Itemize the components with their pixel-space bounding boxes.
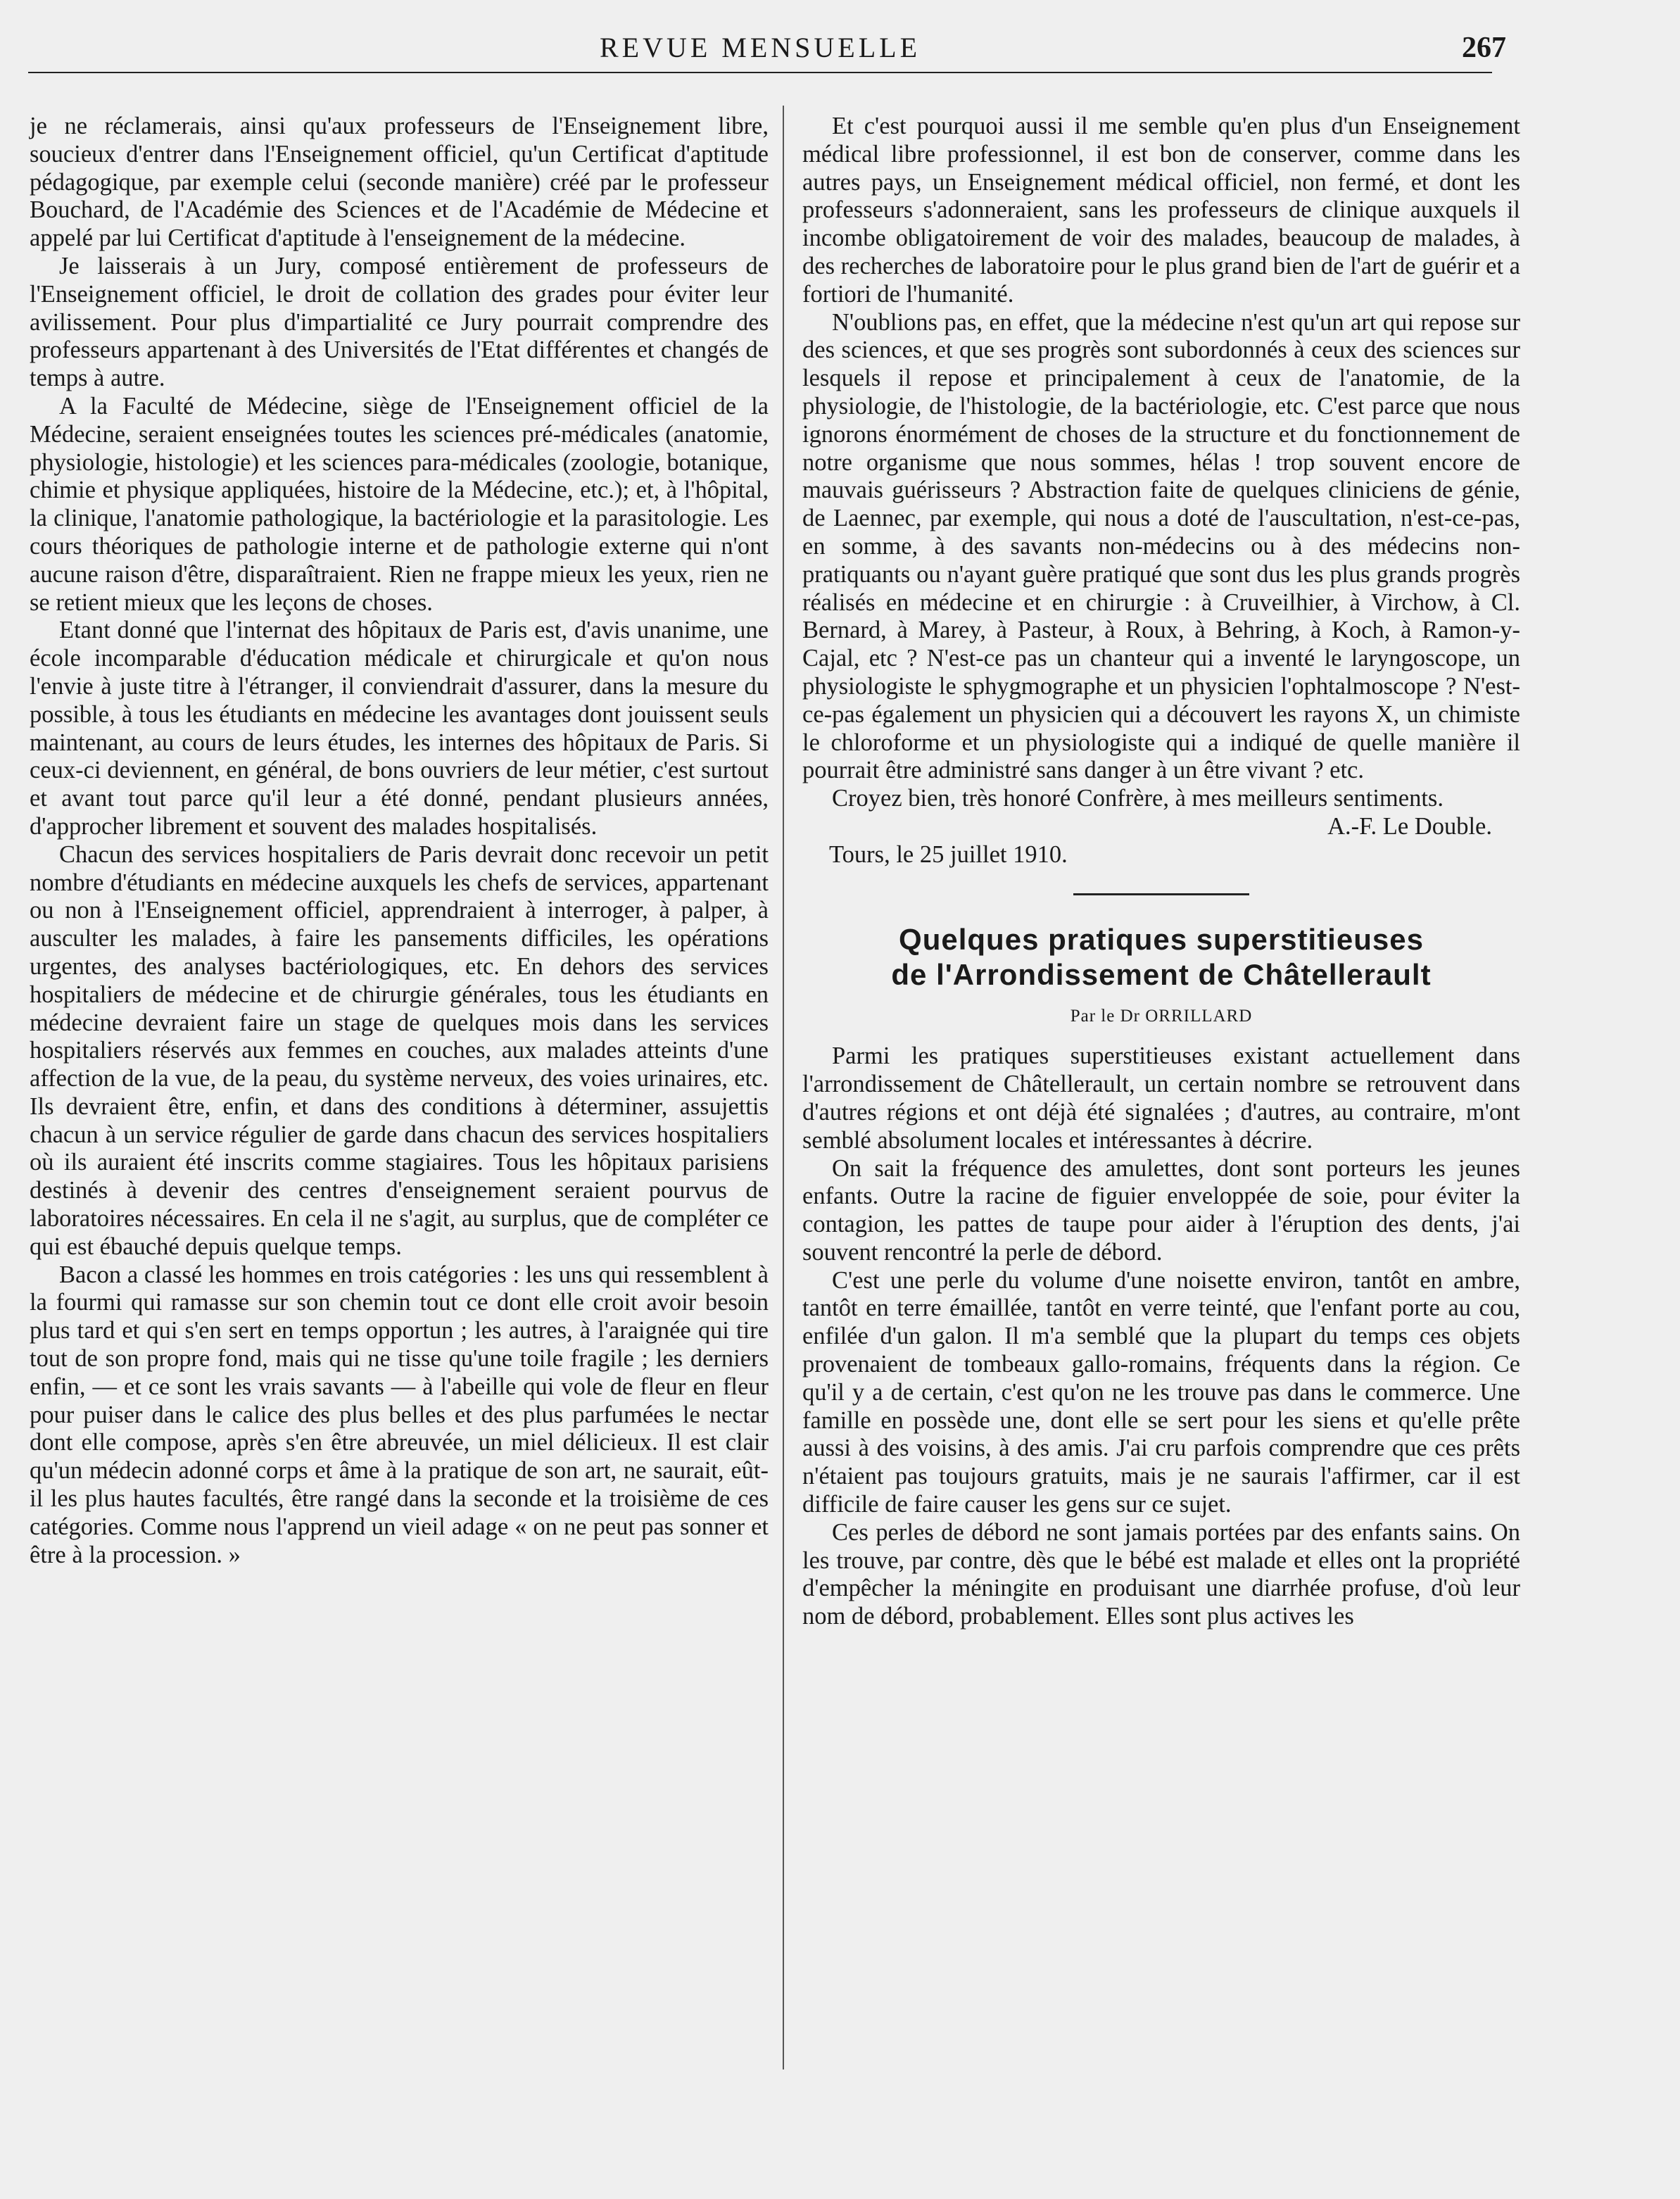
- paragraph: Etant donné que l'internat des hôpitaux de Paris est, d'avis unanime, une école incomparable d'éducation médicale et chirurgicale et qu'on nous l'envie à juste titre à l'étranger, il conviendrait d'assurer, dans la mesure du possible, à tous les étudiants en médecine les avantages dont jouissent seuls maintenant, au cours de leurs études, les internes des hôpitaux de Paris. Si ceux-ci deviennent, en général, de bons ouvriers de leur métier, c'est surtout et avant tout parce qu'il leur a été donné, pendant plusieurs années, d'approcher librement et souvent des malades hospitalisés.: [30, 617, 769, 840]
- article-byline: Par le Dr ORRILLARD: [1070, 1006, 1253, 1026]
- paragraph: A la Faculté de Médecine, siège de l'Enseignement officiel de la Médecine, seraient enseignées toutes les sciences pré-médicales (anatomie, physiologie, histologie) et les sciences para-médicales (zoologie, botanique, chimie et physique appliquées, histoire de la Médecine, etc.); et, à l'hôpital, la clinique, l'anatomie pathologique, la bactériologie et la parasitologie. Les cours théoriques de pathologie interne et de pathologie externe qui n'ont aucune raison d'être, disparaîtraient. Rien ne frappe mieux les yeux, rien ne se retient mieux que les leçons de choses.: [30, 392, 769, 616]
- paragraph: N'oublions pas, en effet, que la médecine n'est qu'un art qui repose sur des sciences, et que ses progrès sont subordonnés à ceux des sciences sur lesquels il repose et principalement à ceux de l'anatomie, de la physiologie, de l'histologie, de la bactériologie, etc. C'est parce que nous ignorons énormément de choses de la structure et du fonctionnement de notre organisme que nous sommes, hélas ! trop souvent encore de mauvais guérisseurs ? Abstraction faite de quelques cliniciens de génie, de Laennec, par exemple, qui nous a doté de l'auscultation, n'est-ce-pas, en somme, à des savants non-médecins ou à des médecins non-pratiquants ou n'ayant guère pratiqué que sont dus les plus grands progrès réalisés en médecine et en chirurgie : à Cruveilhier, à Virchow, à Cl. Bernard, à Marey, à Pasteur, à Roux, à Behring, à Koch, à Ramon-y-Cajal, etc ? N'est-ce pas un chanteur qui a inventé le laryngoscope, un physiologiste le sphygmographe et un physicien l'ophtalmoscope ? N'est-ce-pas également un physicien qui a découvert les rayons X, un chimiste le chloroforme et un physiologiste qui a indiqué de quelle manière il pourrait être administré sans danger à un être vivant ? etc.: [802, 308, 1520, 784]
- column-divider: [783, 106, 784, 2069]
- paragraph: je ne réclamerais, ainsi qu'aux professeurs de l'Enseignement libre, soucieux d'entrer dans l'Enseignement officiel, qu'un Certificat d'aptitude pédagogique, par exemple celui (seconde manière) créé par le professeur Bouchard, de l'Académie des Sciences et de l'Académie de Médecine et appelé par lui Certificat d'aptitude à l'enseignement de la médecine.: [30, 113, 769, 252]
- paragraph: Je laisserais à un Jury, composé entièrement de professeurs de l'Enseignement officiel, le droit de collation des grades pour éviter leur avilissement. Pour plus d'impartialité ce Jury pourrait comprendre des professeurs appartenant à des Universités de l'Etat différentes et changés de temps à autre.: [30, 252, 769, 392]
- paragraph: Chacun des services hospitaliers de Paris devrait donc recevoir un petit nombre d'étudiants en médecine auxquels les chefs de services, appartenant ou non à l'Enseignement officiel, apprendraient à interroger, à palper, à ausculter les malades, à faire les pansements difficiles, les opérations urgentes, des analyses bactériologiques, etc. En dehors des services hospitaliers de médecine et de chirurgie générales, tous les étudiants en médecine devraient faire un stage de quelques mois dans les services hospitaliers réservés aux femmes en couches, aux malades atteints d'une affection de la vue, de la peau, du système nerveux, des voies urinaires, etc. Ils devraient être, enfin, et dans des conditions à déterminer, assujettis chacun à un service régulier de garde dans chacun des services hospitaliers où ils auraient été inscrits comme stagiaires. Tous les hôpitaux parisiens destinés à devenir des centres d'enseignement seraient pourvus de laboratoires nécessaires. En cela il ne s'agit, au surplus, que de compléter ce qui est ébauché depuis quelque temps.: [30, 840, 769, 1260]
- paragraph: Parmi les pratiques superstitieuses existant actuellement dans l'arrondissement de Châtellerault, un certain nombre se retrouvent dans d'autres régions et ont déjà été signalées ; d'autres, au contraire, m'ont semblé absolument locales et intéressantes à décrire.: [802, 1042, 1520, 1154]
- letter-signature: A.-F. Le Double.: [1327, 812, 1492, 840]
- page-header: [28, 28, 1506, 73]
- running-head: REVUE MENSUELLE: [599, 32, 921, 63]
- letter-dateline: Tours, le 25 juillet 1910.: [829, 840, 1068, 868]
- article-title-line: Quelques pratiques superstitieuses: [899, 922, 1424, 956]
- article-title-line: de l'Arrondissement de Châtellerault: [891, 957, 1432, 991]
- paragraph: Ces perles de débord ne sont jamais portées par des enfants sains. On les trouve, par contre, dès que le bébé est malade et elles ont la propriété d'empêcher la méningite en produisant une diarrhée profuse, d'où leur nom de débord, probablement. Elles sont plus actives les: [802, 1518, 1520, 1630]
- page-number: 267: [1462, 32, 1506, 64]
- paragraph: On sait la fréquence des amulettes, dont sont porteurs les jeunes enfants. Outre la racine de figuier enveloppée de soie, pour éviter la contagion, les pattes de taupe pour aider à l'éruption des dents, j'ai souvent rencontré la perle de débord.: [802, 1154, 1520, 1266]
- paragraph: C'est une perle du volume d'une noisette environ, tantôt en ambre, tantôt en terre émaillée, tantôt en verre teinté, que l'enfant porte au cou, enfilée d'un galon. Il m'a semblé que la plupart du temps ces objets provenaient de tombeaux gallo-romains, fréquents dans la région. Ce qu'il y a de certain, c'est qu'on ne les trouve pas dans le commerce. Une famille en possède une, dont elle se sert pour les siens et qu'elle prête aussi à des voisins, à des amis. J'ai cru parfois comprendre que ces prêts n'étaient pas toujours gratuits, mais je ne saurais l'affirmer, car il est difficile de faire causer les gens sur ce sujet.: [802, 1266, 1520, 1518]
- right-column: [802, 113, 1520, 1631]
- paragraph: Bacon a classé les hommes en trois catégories : les uns qui ressemblent à la fourmi qui ramasse sur son chemin tout ce dont elle croit avoir besoin plus tard et qui s'en sert en temps opportun ; les autres, à l'araignée qui tire tout de son propre fond, mais qui ne tisse qu'une toile fragile ; les derniers enfin, — et ce sont les vrais savants — à l'abeille qui vole de fleur en fleur pour puiser dans le calice des plus belles et des plus parfumées le nectar dont elle compose, après s'en être abreuvée, un miel délicieux. Il est clair qu'un médecin adonné corps et âme à la pratique de son art, ne saurait, eût-il les plus hautes facultés, être rangé dans la seconde et la troisième de ces catégories. Comme nous l'apprend un vieil adage « on ne peut pas sonner et être à la procession. »: [30, 1261, 769, 1568]
- paragraph: Et c'est pourquoi aussi il me semble qu'en plus d'un Enseignement médical libre professionnel, il est bon de conserver, comme dans les autres pays, un Enseignement médical officiel, non fermé, et dont les professeurs s'adonneraient, sans les professeurs de clinique auxquels il incombe obligatoirement de voir des malades, beaucoup de malades, à des recherches de laboratoire pour le plus grand bien de l'art de guérir et a fortiori de l'humanité.: [802, 113, 1520, 308]
- article-title: [802, 922, 1520, 993]
- left-column: [30, 113, 769, 1569]
- section-separator: [1073, 893, 1249, 895]
- paragraph: Croyez bien, très honoré Confrère, à mes meilleurs sentiments.: [832, 785, 1444, 812]
